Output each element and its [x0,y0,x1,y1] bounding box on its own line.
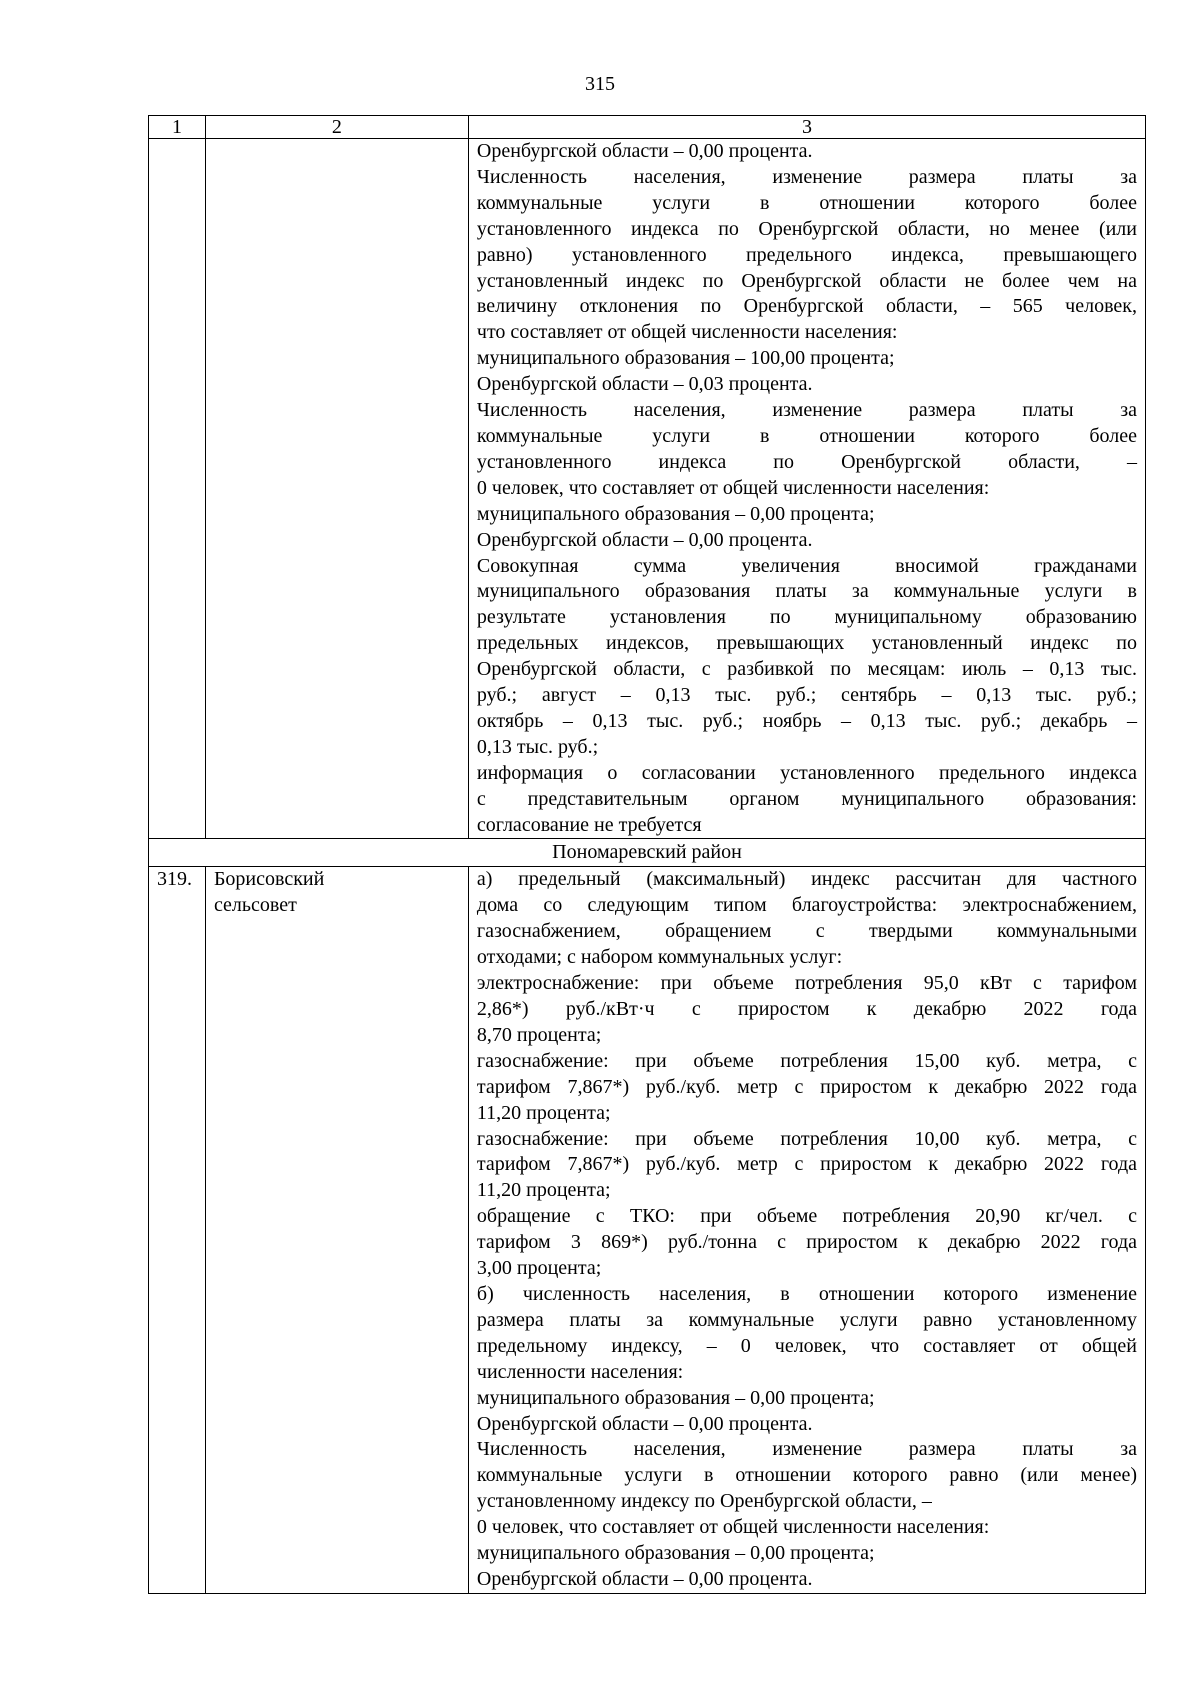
text-line: величину отклонения по Оренбургской области, – 565 человек, [476,295,1137,318]
entry-text-cell [468,867,1145,1593]
text-line: 0,13 тыс. руб.; [476,735,599,758]
text-line: Численность населения, изменение размера платы за [476,1438,1137,1461]
page-number: 315 [585,73,615,95]
text-line: тарифом 7,867*) руб./куб. метр с приростом к декабрю 2022 года [476,1153,1137,1176]
text-line: равно) установленного предельного индекса, превышающего [476,243,1137,266]
text-line: Оренбургской области – 0,00 процента. [476,528,813,551]
text-line: размера платы за коммунальные услуги равно установленному [476,1308,1137,1331]
text-line: 11,20 процента; [476,1101,611,1124]
text-line: обращение с ТКО: при объеме потребления 20,90 кг/чел. с [476,1205,1137,1228]
text-line: Численность населения, изменение размера платы за [476,399,1137,422]
column-header-1: 1 [149,116,206,139]
text-line: газоснабжение: при объеме потребления 15,00 куб. метра, с [476,1049,1137,1072]
text-line: установленный индекс по Оренбургской области не более чем на [476,269,1137,292]
continuation-text-cell [468,139,1145,839]
text-line: Численность населения, изменение размера платы за [476,165,1137,188]
entry-name-cell [205,867,468,1593]
text-line: коммунальные услуги в отношении которого более [476,191,1137,214]
text-line: электроснабжение: при объеме потребления 95,0 кВт с тарифом [476,972,1137,995]
table-header-row [149,116,1146,139]
text-line: установленному индексу по Оренбургской области, – [476,1490,932,1513]
text-line: установленного индекса по Оренбургской области, но менее (или [476,217,1137,240]
text-line: предельных индексов, превышающих установленный индекс по [476,632,1137,655]
table-row-entry [149,867,1146,1593]
text-line: дома со следующим типом благоустройства: электроснабжением, [476,894,1137,917]
text-line: коммунальные услуги в отношении которого более [476,424,1137,447]
text-line: Оренбургской области, с разбивкой по месяцам: июль – 0,13 тыс. [476,658,1137,681]
district-row [149,839,1146,867]
text-line: отходами; с набором коммунальных услуг: [476,946,843,969]
text-line: Оренбургской области – 0,00 процента. [476,1567,813,1590]
text-line: 0 человек, что составляет от общей численности населения: [476,476,990,499]
text-line: газоснабжением, обращением с твердыми коммунальными [476,920,1137,943]
text-line: муниципального образования – 0,00 процента; [476,1386,875,1409]
continuation-number-cell [149,139,206,839]
text-line: 11,20 процента; [476,1179,611,1202]
text-line: тарифом 7,867*) руб./куб. метр с приростом к декабрю 2022 года [476,1075,1137,1098]
text-line: 2,86*) руб./кВт·ч с приростом к декабрю 2022 года [476,998,1137,1020]
text-line: муниципального образования – 0,00 процента; [476,502,875,525]
text-line: с представительным органом муниципального образования: [476,787,1137,810]
text-line: октябрь – 0,13 тыс. руб.; ноябрь – 0,13 тыс. руб.; декабрь – [476,709,1137,732]
table-row-continuation [149,139,1146,839]
column-header-3: 3 [468,116,1145,139]
text-line: установленного индекса по Оренбургской области, – [476,450,1137,473]
text-line: газоснабжение: при объеме потребления 10,00 куб. метра, с [476,1127,1137,1150]
text-line: Оренбургской области – 0,00 процента. [476,140,813,162]
data-table [148,115,1146,1594]
text-line: Оренбургской области – 0,03 процента. [476,373,813,396]
text-line: муниципального образования – 0,00 процента; [476,1542,875,1565]
text-line: коммунальные услуги в отношении которого равно (или менее) [476,1464,1137,1487]
text-line: руб.; август – 0,13 тыс. руб.; сентябрь – 0,13 тыс. руб.; [476,684,1137,707]
text-line: Оренбургской области – 0,00 процента. [476,1412,813,1435]
text-line: информация о согласовании установленного предельного индекса [476,761,1137,784]
text-line: предельному индексу, – 0 человек, что составляет от общей [476,1334,1137,1357]
continuation-name-cell [205,139,468,839]
district-title: Пономаревский район [149,839,1146,867]
text-line: муниципального образования – 100,00 процента; [476,347,895,370]
text-line: Совокупная сумма увеличения вносимой гражданами [476,554,1137,577]
column-header-2: 2 [205,116,468,139]
text-line: 3,00 процента; [476,1257,602,1280]
entry-name-line: сельсовет [213,894,297,917]
text-line: 0 человек, что составляет от общей численности населения: [476,1516,990,1539]
text-line: согласование не требуется [476,813,702,836]
text-line: а) предельный (максимальный) индекс рассчитан для частного [476,868,1137,891]
text-line: муниципального образования платы за коммунальные услуги в [476,580,1137,603]
entry-name-line: Борисовский [213,868,325,891]
text-line: тарифом 3 869*) руб./тонна с приростом к декабрю 2022 года [476,1231,1137,1254]
entry-number: 319. [149,867,206,1593]
text-line: что составляет от общей численности населения: [476,321,898,344]
text-line: 8,70 процента; [476,1023,602,1046]
text-line: численности населения: [476,1360,684,1383]
text-line: б) численность населения, в отношении которого изменение [476,1282,1137,1305]
text-line: результате установления по муниципальному образованию [476,606,1137,629]
